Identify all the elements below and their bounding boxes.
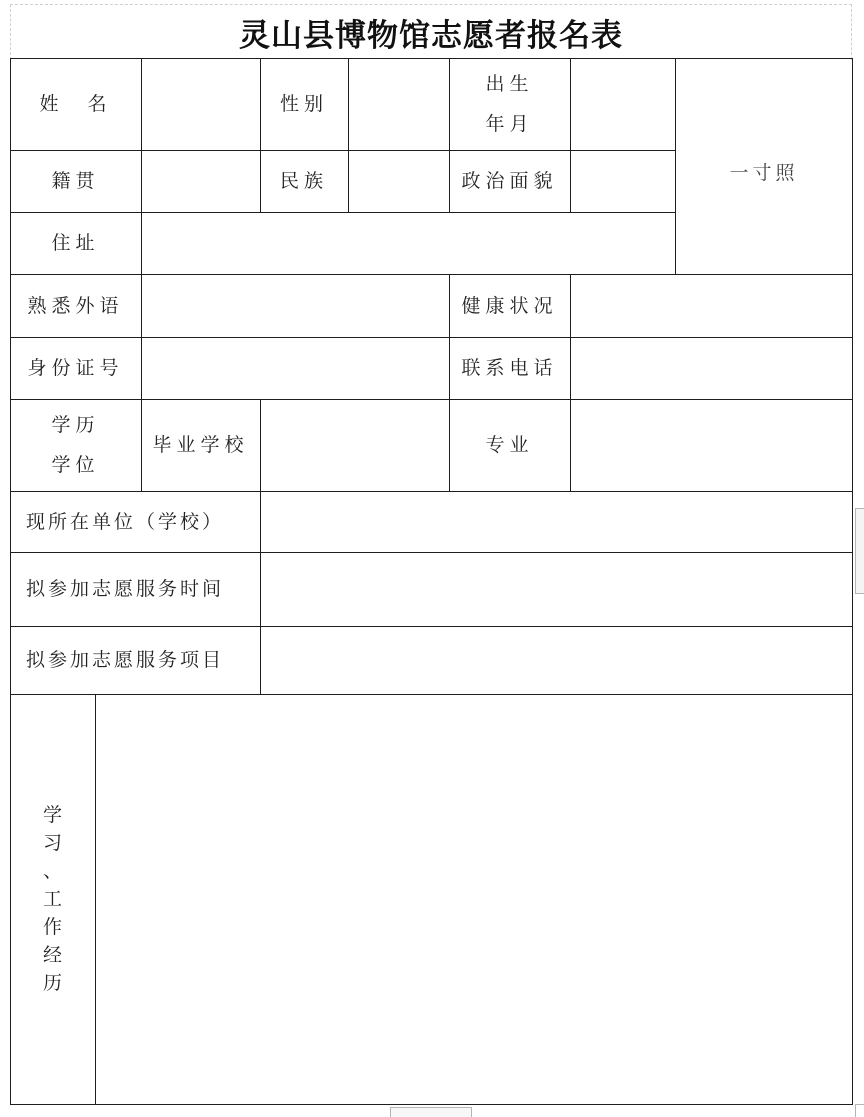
- table-rule: [852, 58, 853, 1105]
- political-status-field[interactable]: [571, 151, 675, 212]
- service-project-field[interactable]: [261, 627, 852, 694]
- experience-label-char: 历: [42, 972, 62, 994]
- scroll-handle[interactable]: [855, 508, 864, 594]
- experience-label: [10, 694, 95, 1104]
- experience-label-char: 学: [42, 804, 62, 826]
- experience-label-char: 经: [42, 944, 62, 966]
- address-field[interactable]: [142, 213, 675, 274]
- name-field[interactable]: [142, 59, 260, 150]
- experience-label-char: 作: [42, 916, 62, 938]
- native-place-label: 籍贯: [51, 170, 100, 192]
- birth-date-label-line2: 年月: [485, 113, 534, 135]
- major-label: 专业: [485, 434, 534, 456]
- ethnicity-label: 民族: [279, 170, 328, 192]
- experience-label-char: 、: [42, 860, 62, 882]
- experience-label-char: 习: [42, 832, 62, 854]
- registration-form-table: [10, 58, 853, 1106]
- gender-label: 性别: [279, 93, 328, 115]
- current-unit-label: 现所在单位（学校）: [26, 510, 225, 533]
- id-number-label: 身份证号: [27, 357, 124, 379]
- birth-date-label: [449, 58, 570, 150]
- service-time-label: 拟参加志愿服务时间: [26, 578, 225, 600]
- health-status-field[interactable]: [571, 275, 852, 337]
- photo-placeholder[interactable]: 一寸照: [729, 162, 799, 184]
- education-label: [10, 399, 141, 491]
- id-number-field[interactable]: [142, 338, 449, 399]
- current-unit-field[interactable]: [261, 492, 852, 552]
- political-status-label: 政治面貌: [461, 170, 558, 192]
- education-label-line1: 学历: [51, 414, 100, 436]
- school-label: 毕业学校: [152, 434, 249, 456]
- address-label: 住址: [51, 232, 100, 254]
- birth-date-label-line1: 出生: [485, 73, 534, 95]
- service-time-field[interactable]: [261, 553, 852, 626]
- experience-field[interactable]: [96, 695, 852, 1104]
- gender-field[interactable]: [349, 59, 449, 150]
- name-label: 姓 名: [39, 93, 112, 115]
- ethnicity-field[interactable]: [349, 151, 449, 212]
- phone-field[interactable]: [571, 338, 852, 399]
- service-project-label: 拟参加志愿服务项目: [26, 649, 225, 671]
- foreign-language-field[interactable]: [142, 275, 449, 337]
- phone-label: 联系电话: [461, 357, 558, 379]
- major-field[interactable]: [571, 400, 852, 491]
- form-title: 灵山县博物馆志愿者报名表: [239, 17, 623, 54]
- page-tab[interactable]: [390, 1107, 472, 1117]
- foreign-language-label: 熟悉外语: [27, 294, 124, 317]
- table-rule: [10, 1104, 853, 1105]
- birth-date-field[interactable]: [571, 59, 675, 150]
- education-label-line2: 学位: [51, 454, 100, 476]
- school-field[interactable]: [261, 400, 449, 491]
- page-corner-mark: [855, 1104, 864, 1117]
- native-place-field[interactable]: [142, 151, 260, 212]
- health-status-label: 健康状况: [461, 294, 558, 317]
- experience-label-char: 工: [42, 888, 62, 910]
